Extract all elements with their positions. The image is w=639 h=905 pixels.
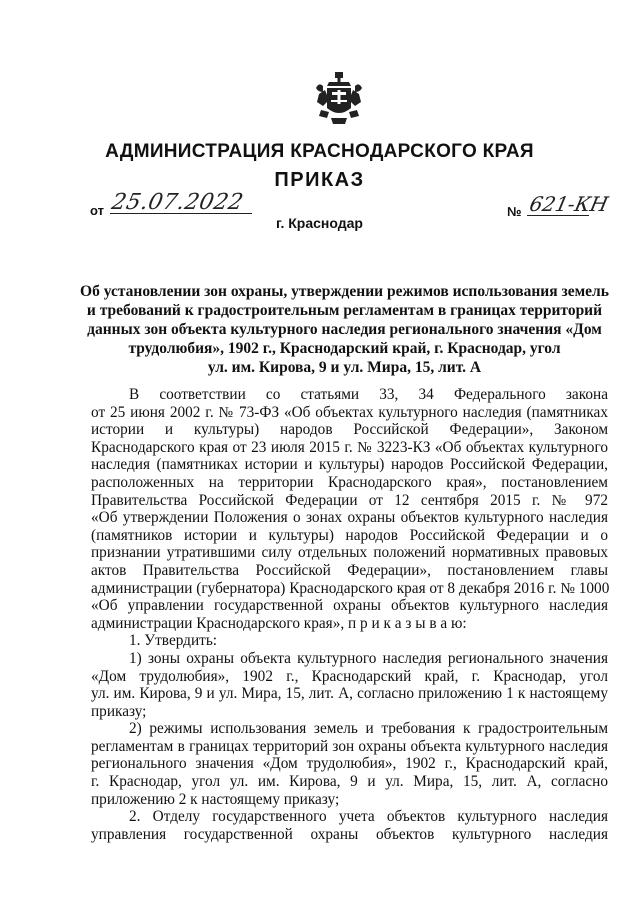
body-line: (памятников истории и культуры) народов Российской Федерации и о: [91, 526, 608, 544]
body-line: наследия (памятниках истории и культуры) народов Российской Федерации,: [91, 456, 608, 474]
title-line: данных зон объекта культурного наследия регионального значения «Дом: [87, 321, 602, 338]
title-line: трудолюбия», 1902 г., Краснодарский край, г. Краснодар, угол: [128, 340, 561, 357]
body-line: В соответствии со статьями 33, 34 Федерального закона: [129, 386, 608, 403]
body-line: расположенных на территории Краснодарского края», постановлением: [91, 473, 608, 491]
city: г. Краснодар: [276, 215, 363, 231]
body-line: 2) режимы использования земель и требования к градостроительным: [129, 720, 608, 738]
body-line: 1. Утвердить:: [129, 632, 218, 650]
body-line: управления государственной охраны объектов культурного наследия: [91, 825, 608, 843]
body-line: признании утратившими силу отдельных положений нормативных правовых: [91, 544, 608, 562]
body-line: приложению 2 к настоящему приказу;: [91, 790, 340, 808]
body-line: регионального значения «Дом трудолюбия», 1902 г., Краснодарский край,: [91, 755, 608, 773]
body-line: администрации (губернатора) Краснодарского края от 8 декабря 2016 г. № 1000: [91, 579, 610, 597]
body-line: Краснодарского края от 23 июля 2015 г. № 3223-КЗ «Об объектах культурного: [91, 438, 608, 456]
document-type: ПРИКАЗ: [274, 169, 365, 191]
body-line: актов Правительства Российской Федерации», постановлением главы: [91, 561, 608, 579]
body-line: 1) зоны охраны объекта культурного наследия регионального значения: [129, 649, 608, 667]
date-label: от: [90, 203, 104, 218]
body-line: администрации Краснодарского края», п р и к а з ы в а ю:: [91, 614, 467, 632]
title-line: ул. им. Кирова, 9 и ул. Мира, 15, лит. А: [207, 359, 482, 376]
number-value: 621-КН: [527, 192, 611, 216]
document-title: [80, 282, 609, 377]
body-line: регламентам в границах территорий зон охраны объекта культурного наследия: [91, 737, 608, 755]
title-line: Об установлении зон охраны, утверждении режимов использования земель: [80, 283, 609, 300]
body-line: от 25 июня 2002 г. № 73-ФЗ «Об объектах культурного наследия (памятниках: [91, 403, 608, 421]
body-line: «Дом трудолюбия», 1902 г., Краснодарский край, г. Краснодар, угол: [91, 667, 608, 685]
body-line: приказу;: [91, 702, 147, 720]
date-underline: [110, 213, 252, 214]
date-value: 25.07.2022: [109, 190, 246, 215]
document-body: [91, 386, 608, 843]
body-line: Правительства Российской Федерации от 12 сентября 2015 г. № 972: [91, 491, 608, 509]
organization-name: АДМИНИСТРАЦИЯ КРАСНОДАРСКОГО КРАЯ: [105, 141, 534, 162]
coat-of-arms-icon: [315, 72, 363, 126]
body-line: «Об управлении государственной охраны объектов культурного наследия: [91, 597, 608, 615]
body-line: 2. Отделу государственного учета объектов культурного наследия: [129, 808, 608, 826]
body-line: истории и культуры) народов Российской Федерации», Законом: [91, 421, 608, 439]
number-label: №: [507, 204, 522, 219]
body-line: г. Краснодар, угол ул. им. Кирова, 9 и ул. Мира, 15, лит. А, согласно: [91, 773, 608, 791]
body-line: ул. им. Кирова, 9 и ул. Мира, 15, лит. А, согласно приложению 1 к настоящему: [91, 685, 608, 703]
title-line: и требований к градостроительным регламентам в границах территорий: [86, 302, 603, 319]
body-line: «Об утверждении Положения о зонах охраны объектов культурного наследия: [91, 509, 608, 527]
